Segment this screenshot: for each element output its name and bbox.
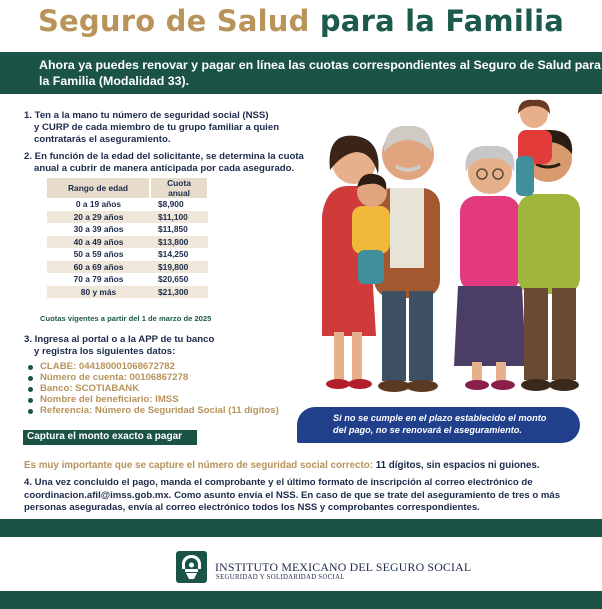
list-item: [28, 361, 279, 372]
age-range-cell: 0 a 19 años: [75, 199, 122, 210]
list-item: [28, 372, 279, 383]
step-3-line-2: y registra los siguientes datos:: [34, 346, 176, 357]
account-number-value: Número de cuenta: 00106867278: [40, 372, 189, 383]
fee-cell: $11,850: [158, 224, 188, 235]
age-range-cell: 50 a 59 años: [73, 249, 124, 260]
footer-band: [0, 519, 602, 537]
footer-bottom-bar: [0, 591, 602, 609]
list-item: [28, 383, 279, 394]
step-2: [24, 151, 324, 175]
warning-line-1: Si no se cumple en el plazo establecido el monto: [333, 413, 547, 423]
step-3-line-1: 3. Ingresa al portal o a la APP de tu banco: [24, 334, 215, 345]
bullet-icon: [28, 376, 33, 381]
grandmother-figure: [454, 146, 526, 390]
warning-line-2: del pago, no se renovará el aseguramiento.: [333, 425, 522, 435]
banner-accent-bar: [0, 52, 15, 94]
warning-bubble: [297, 407, 580, 443]
rates-validity-note: Cuotas vigentes a partir del 1 de marzo de 2025: [40, 314, 212, 323]
table-row: [47, 236, 208, 249]
institution-name: INSTITUTO MEXICANO DEL SEGURO SOCIAL: [215, 560, 472, 574]
rates-table-header: [47, 178, 208, 198]
fee-cell: $8,900: [158, 199, 184, 210]
capture-amount-label: Captura el monto exacto a pagar: [23, 430, 197, 445]
age-range-cell: 30 a 39 años: [73, 224, 124, 235]
important-note-part-1: Es muy importante que se capture el número de seguridad social correcto:: [24, 460, 376, 471]
rates-table: [47, 178, 209, 298]
table-row: [47, 211, 208, 224]
fee-cell: $11,100: [150, 211, 208, 224]
table-row: [47, 198, 208, 211]
beneficiary-value: Nombre del beneficiario: IMSS: [40, 394, 179, 405]
fee-cell: $20,650: [158, 274, 189, 285]
title-part-2: para la Familia: [319, 4, 565, 38]
table-row: [47, 286, 208, 299]
step-1-line-3: contratarás el aseguramiento.: [34, 134, 171, 145]
step-4-line-1: 4. Una vez concluido el pago, manda el comprobante y el último formato de inscripción al correo electrónico de: [24, 477, 533, 488]
table-row: [47, 248, 208, 261]
list-item: [28, 394, 279, 405]
important-note-part-2: 11 dígitos, sin espacios ni guiones.: [375, 460, 540, 471]
step-1: [24, 110, 314, 146]
institution-subtitle: SEGURIDAD Y SOLIDARIDAD SOCIAL: [216, 574, 345, 581]
fee-cell: $14,250: [158, 249, 189, 260]
bank-name-value: Banco: SCOTIABANK: [40, 383, 140, 394]
clabe-value: CLABE: 044180001068672782: [40, 361, 175, 372]
fee-cell: $19,800: [150, 261, 208, 274]
intro-banner-text: Ahora ya puedes renovar y pagar en línea las cuotas correspondientes al Seguro de Salud para la Familia (Modalidad 33).: [39, 58, 601, 88]
bank-details-list: [28, 361, 279, 416]
step-4: [24, 477, 584, 515]
age-range-cell: 60 a 69 años: [47, 261, 150, 274]
fee-cell: $13,800: [150, 236, 208, 249]
bullet-icon: [28, 387, 33, 392]
age-range-cell: 20 a 29 años: [47, 211, 150, 224]
bullet-icon: [28, 365, 33, 370]
reference-value: Referencia: Número de Seguridad Social (11 dígitos): [40, 405, 279, 416]
table-row: [47, 261, 208, 274]
family-illustration: [312, 96, 602, 401]
intro-banner: [15, 52, 602, 94]
page-title: [0, 4, 602, 38]
title-part-1: Seguro de Salud: [37, 4, 310, 38]
step-1-line-1: 1. Ten a la mano tu número de seguridad social (NSS): [24, 110, 269, 121]
imss-logo-icon: [176, 551, 207, 583]
table-row: [47, 223, 208, 236]
bullet-icon: [28, 409, 33, 414]
step-4-line-3: más personas aseguradas, envía al correo electrónico todos los NSS y comprobantes correspondientes.: [24, 489, 561, 513]
age-range-cell: 70 a 79 años: [73, 274, 124, 285]
fee-cell: $21,300: [150, 286, 208, 299]
header-age-range: Rango de edad: [47, 178, 150, 198]
step-2-line-2: anual a cubrir de manera anticipada por cada asegurado.: [34, 163, 295, 174]
bullet-icon: [28, 398, 33, 403]
table-row: [47, 273, 208, 286]
age-range-cell: 40 a 49 años: [47, 236, 150, 249]
contact-email-link[interactable]: coordinacion.afil@imss.gob.mx: [24, 489, 169, 501]
step-2-line-1: 2. En función de la edad del solicitante, se determina la cuota: [24, 151, 304, 162]
list-item: [28, 405, 279, 416]
header-annual-fee: Cuota anual: [150, 178, 208, 198]
important-note: [24, 460, 540, 471]
step-4-line-2: . Como asunto envía el NSS. En caso de que se trate del aseguramiento de tres o: [168, 489, 539, 501]
step-3: [24, 334, 274, 358]
age-range-cell: 80 y más: [47, 286, 150, 299]
step-1-line-2: y CURP de cada miembro de tu grupo familiar a quien: [34, 122, 280, 133]
